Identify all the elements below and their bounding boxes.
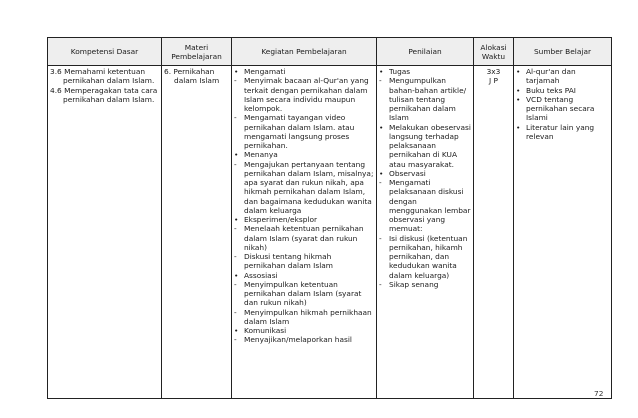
- penilaian-item: • Observasi: [379, 169, 471, 178]
- kegiatan-item: • Mengamati: [234, 67, 374, 76]
- cell-alokasi-waktu: [474, 66, 514, 399]
- table-row: [48, 66, 612, 399]
- kegiatan-item: - Mengajukan pertanyaan tentang pernikahan dalam Islam, misalnya; apa syarat dan rukun nikah, apa hikmah pernikahan dalam Islam, dan bagaimana kedudukan wanita dalam keluarga: [234, 160, 374, 216]
- penilaian-item: - Sikap senang: [379, 280, 471, 289]
- header-kegiatan-pembelajaran: Kegiatan Pembelajaran: [232, 38, 377, 66]
- materi-item: 6. Pernikahan dalam Islam: [164, 67, 220, 86]
- cell-materi: [162, 66, 232, 399]
- sumber-item: • VCD tentang pernikahan secara Islami: [516, 95, 609, 123]
- sumber-list: [516, 67, 609, 141]
- header-sumber-belajar: Sumber Belajar: [514, 38, 612, 66]
- kegiatan-item: • Komunikasi: [234, 326, 374, 335]
- alokasi-unit: J P: [489, 76, 498, 86]
- kegiatan-item: - Menyajikan/melaporkan hasil: [234, 335, 374, 344]
- kompetensi-item: 3.6 Memahami ketentuan pernikahan dalam Islam.: [50, 67, 155, 86]
- kegiatan-item: - Diskusi tentang hikmah pernikahan dalam Islam: [234, 252, 374, 271]
- kegiatan-item: - Menyimak bacaan al-Qur'an yang terkait dengan pernikahan dalam Islam secara individu maupun kelompok.: [234, 76, 374, 113]
- penilaian-list: [379, 67, 471, 289]
- penilaian-item: - Isi diskusi (ketentuan pernikahan, hikamh pernikahan, dan kedudukan wanita dalam keluarga): [379, 234, 471, 280]
- page-number: 72: [594, 389, 604, 398]
- kegiatan-item: - Menyimpulkan ketentuan pernikahan dalam Islam (syarat dan rukun nikah): [234, 280, 374, 308]
- kegiatan-item: - Menelaah ketentuan pernikahan dalam Islam (syarat dan rukun nikah): [234, 224, 374, 252]
- penilaian-item: • Melakukan obeservasi langsung terhadap pelaksanaan pernikahan di KUA atau masyarakat.: [379, 123, 471, 169]
- kompetensi-dasar-list: [50, 67, 159, 104]
- header-penilaian: Penilaian: [377, 38, 474, 66]
- cell-kompetensi-dasar: [48, 66, 162, 399]
- header-kompetensi-dasar: Kompetensi Dasar: [48, 38, 162, 66]
- sumber-item: Literatur lain yang relevan: [526, 122, 595, 141]
- kegiatan-list: [234, 67, 374, 345]
- materi-list: [164, 67, 229, 86]
- cell-kegiatan: [232, 66, 377, 399]
- kompetensi-item: 4.6 Memperagakan tata cara pernikahan dalam Islam.: [50, 85, 158, 104]
- cell-sumber-belajar: [514, 66, 612, 399]
- kegiatan-item: • Assosiasi: [234, 271, 374, 280]
- kegiatan-item: • Menanya: [234, 150, 374, 159]
- syllabus-table: [47, 37, 612, 399]
- cell-penilaian: [377, 66, 474, 399]
- sumber-item: • Buku teks PAI: [516, 86, 609, 95]
- penilaian-item: - Mengumpulkan bahan-bahan artikle/ tulisan tentang pernikahan dalam Islam: [379, 76, 471, 122]
- kegiatan-item: - Menyimpulkan hikmah pernikhaan dalam Islam: [234, 308, 374, 327]
- kegiatan-item: - Mengamati tayangan video pernikahan dalam Islam. atau mengamati langsung proses pernikahan.: [234, 113, 374, 150]
- kegiatan-item: • Eksperimen/eksplor: [234, 215, 374, 224]
- header-row: [48, 38, 612, 66]
- sumber-item: • Al-qur'an dan tarjamah: [516, 67, 609, 86]
- alokasi-value: 3x3: [486, 67, 501, 76]
- header-alokasi-waktu: Alokasi Waktu: [474, 38, 514, 66]
- penilaian-item: • Tugas: [379, 67, 471, 76]
- penilaian-item: - Mengamati pelaksanaan diskusi dengan menggunakan lembar observasi yang memuat:: [379, 178, 471, 234]
- header-materi-pembelajaran: Materi Pembelajaran: [162, 38, 232, 66]
